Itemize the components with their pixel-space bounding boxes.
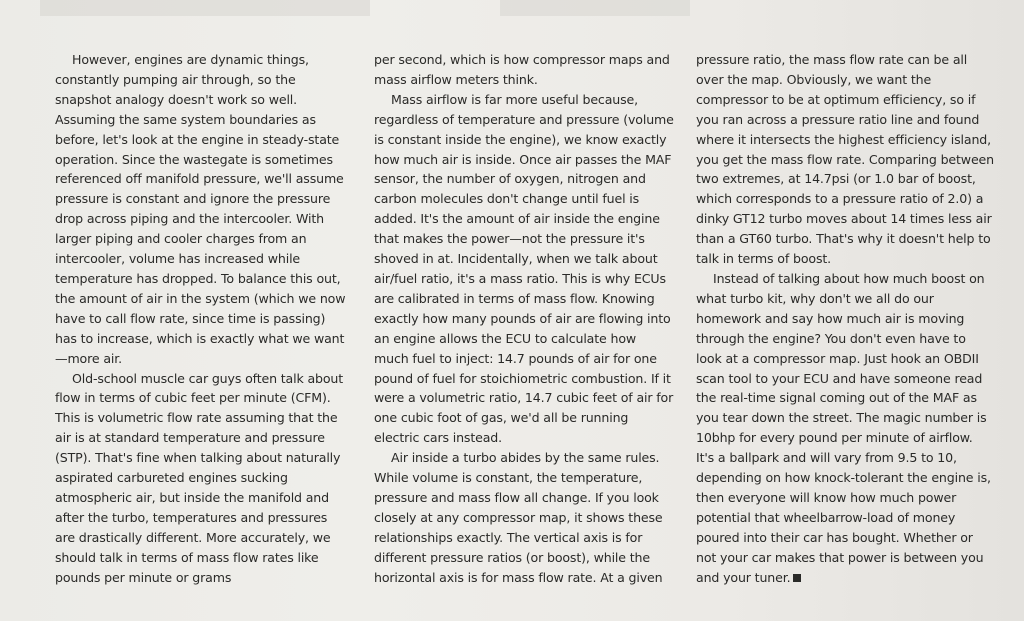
end-of-article-mark xyxy=(793,574,801,582)
paragraph-text: Instead of talking about how much boost on what turbo kit, why don't we all do our homework and say how much air is moving through the engine? You don't even have to look at a compressor map. Just hook an OBDII scan tool to your ECU and have someone read the real-time signal coming out of the MAF as you tear down the street. The magic number is 10bhp for every pound per minute of airflow. It's a ballpark and will vary from 9.5 to 10, depending on how knock-tolerant the engine is, then everyone will know how much power potential that wheelbarrow-load of money poured into their car has bought. Whether or not your car makes that power is between you and your tuner. xyxy=(696,270,991,585)
page-edge-shadow xyxy=(500,0,690,16)
article-column-1 xyxy=(55,50,347,587)
paragraph: However, engines are dynamic things, constantly pumping air through, so the snapshot analogy doesn't work so well. Assuming the same system boundaries as before, let's look at the engine in steady-state operation. Since the wastegate is sometimes referenced off manifold pressure, we'll assume pressure is constant and ignore the pressure drop across piping and the intercooler. With larger piping and cooler charges from an intercooler, volume has increased while temperature has dropped. To balance this out, the amount of air in the system (which we now have to call flow rate, since time is passing) has to increase, which is exactly what we want—more air. xyxy=(55,52,346,366)
paragraph xyxy=(696,269,994,588)
article-column-2 xyxy=(374,50,674,587)
paragraph: Mass airflow is far more useful because, regardless of temperature and pressure (volume is constant inside the engine), we know exactly how much air is inside. Once air passes the MAF sensor, the number of oxygen, nitrogen and carbon molecules don't change until fuel is added. It's the amount of air inside the engine that makes the power—not the pressure it's shoved in at. Incidentally, when we talk about air/fuel ratio, it's a mass ratio. This is why ECUs are calibrated in terms of mass flow. Knowing exactly how many pounds of air are flowing into an engine allows the ECU to calculate how much fuel to inject: 14.7 pounds of air for one pound of fuel for stoichiometric combustion. If it were a volumetric ratio, 14.7 cubic feet of air for one cubic foot of gas, we'd all be running electric cars instead. xyxy=(374,91,674,446)
paragraph: per second, which is how compressor maps and mass airflow meters think. xyxy=(374,52,670,87)
paragraph: Air inside a turbo abides by the same rules. While volume is constant, the temperature, pressure and mass flow all change. If you look closely at any compressor map, it shows these relationships exactly. The vertical axis is for different pressure ratios (or boost), while the horizontal axis is for mass flow rate. At a given xyxy=(374,450,663,585)
article-column-3 xyxy=(696,50,994,587)
paragraph: Old-school muscle car guys often talk about flow in terms of cubic feet per minute (CFM). This is volumetric flow rate assuming that the air is at standard temperature and pressure (STP). That's fine when talking about naturally aspirated carbureted engines sucking atmospheric air, but inside the manifold and after the turbo, temperatures and pressures are drastically different. More accurately, we should talk in terms of mass flow rates like pounds per minute or grams xyxy=(55,370,344,585)
paragraph: pressure ratio, the mass flow rate can be all over the map. Obviously, we want the compressor to be at optimum efficiency, so if you ran across a pressure ratio line and found where it intersects the highest efficiency island, you get the mass flow rate. Comparing between two extremes, at 14.7psi (or 1.0 bar of boost, which corresponds to a pressure ratio of 2.0) a dinky GT12 turbo moves about 14 times less air than a GT60 turbo. That's why it doesn't help to talk in terms of boost. xyxy=(696,52,994,267)
page-edge-shadow xyxy=(40,0,370,16)
